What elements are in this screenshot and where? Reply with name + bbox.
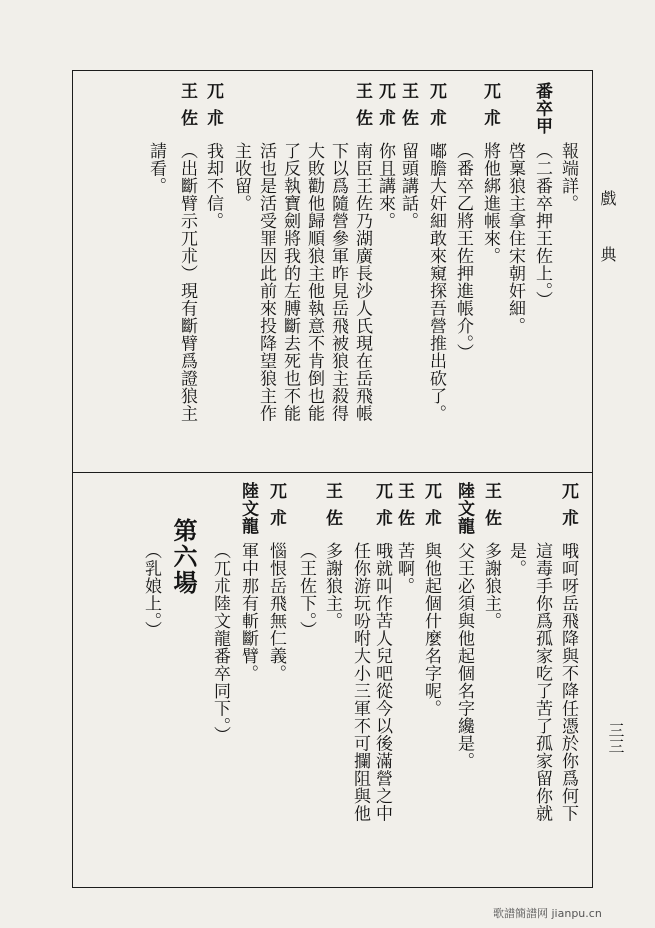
dialogue-line: （二番卒押王佐上。） (532, 142, 552, 309)
dialogue-continuation: 這毒手你爲孤家吃了苦了孤家留你就 (532, 542, 552, 822)
speaker-name: 陸文龍 (238, 482, 258, 535)
stage-direction: （兀朮陸文龍番卒同下。） (210, 542, 230, 744)
stage-direction: （乳娘上。） (141, 542, 161, 639)
dialogue-continuation: 活也是活受罪因此前來投降望狼主作 (256, 142, 276, 422)
dialogue-line: 苦啊。 (394, 542, 414, 595)
book-title: 戲典 (598, 190, 617, 302)
dialogue-line: 南臣王佐乃湖廣長沙人氏現在岳飛帳 (352, 142, 372, 422)
dialogue-line: 你且講來。 (375, 142, 395, 230)
speaker-name: 王佐 (481, 482, 501, 536)
speaker-name: 兀朮 (480, 82, 500, 136)
dialogue-line: 哦呵呀岳飛降與不降任憑於你爲何下 (558, 542, 578, 822)
speaker-name: 兀朮 (375, 82, 395, 136)
stage-direction: （王佐下。） (296, 542, 316, 639)
speaker-name: 兀朮 (372, 482, 392, 536)
speaker-name: 王佐 (394, 482, 414, 536)
dialogue-line: 哦就叫作苦人兒吧從今以後滿營之中 (372, 542, 392, 822)
speaker-name: 王佐 (177, 82, 197, 136)
speaker-name: 兀朮 (558, 482, 578, 536)
speaker-name: 兀朮 (203, 82, 223, 136)
speaker-name: 兀朮 (421, 482, 441, 536)
dialogue-line: 與他起個什麼名字呢。 (421, 542, 441, 717)
speaker-name: 王佐 (322, 482, 342, 536)
dialogue-continuation: 主收留。 (231, 142, 251, 212)
dialogue-line: 將他綁進帳來。 (480, 142, 500, 265)
dialogue-continuation: 下以爲隨營參軍昨見岳飛被狼主殺得 (328, 142, 348, 422)
speaker-name: 陸文龍 (454, 482, 474, 535)
dialogue-continuation: 請看。 (146, 142, 166, 195)
dialogue-line: （出斷臂示兀朮）現有斷臂爲證狼主 (177, 142, 197, 422)
page-number: 三三 (606, 722, 625, 754)
dialogue-line: 軍中那有斬斷臂。 (238, 542, 258, 682)
speaker-name: 兀朮 (266, 482, 286, 536)
dialogue-line: 留頭講話。 (398, 142, 418, 230)
watermark: 歌譜簡譜网 jianpu.cn (493, 907, 602, 920)
speaker-name: 王佐 (398, 82, 418, 136)
dialogue-line: 多謝狼主。 (322, 542, 342, 630)
dialogue-line: 嘟膽大奸細敢來窺探吾營推出砍了。 (426, 142, 446, 422)
scene-heading: 第六場 (169, 518, 198, 596)
stage-direction: （番卒乙將王佐押進帳介。） (453, 142, 473, 361)
dialogue-continuation: 任你游玩吩咐大小三軍不可攔阻與他 (350, 542, 370, 822)
speaker-name: 王佐 (352, 82, 372, 136)
dialogue-continuation: 報端詳。 (558, 142, 578, 212)
dialogue-continuation: 啓稟狼主拿住宋朝奸細。 (505, 142, 525, 335)
dialogue-line: 惱恨岳飛無仁義。 (266, 542, 286, 682)
dialogue-line: 我却不信。 (203, 142, 223, 230)
dialogue-continuation: 是。 (506, 542, 526, 577)
dialogue-line: 父王必須與他起個名字纔是。 (454, 542, 474, 770)
speaker-name: 番卒甲 (532, 82, 552, 135)
speaker-name: 兀朮 (426, 82, 446, 136)
dialogue-line: 多謝狼主。 (481, 542, 501, 630)
dialogue-continuation: 了反執寶劍將我的左膊斷去死也不能 (280, 142, 300, 422)
page-divider (72, 472, 593, 473)
dialogue-continuation: 大敗勸他歸順狼主他執意不肯倒也能 (304, 142, 324, 422)
